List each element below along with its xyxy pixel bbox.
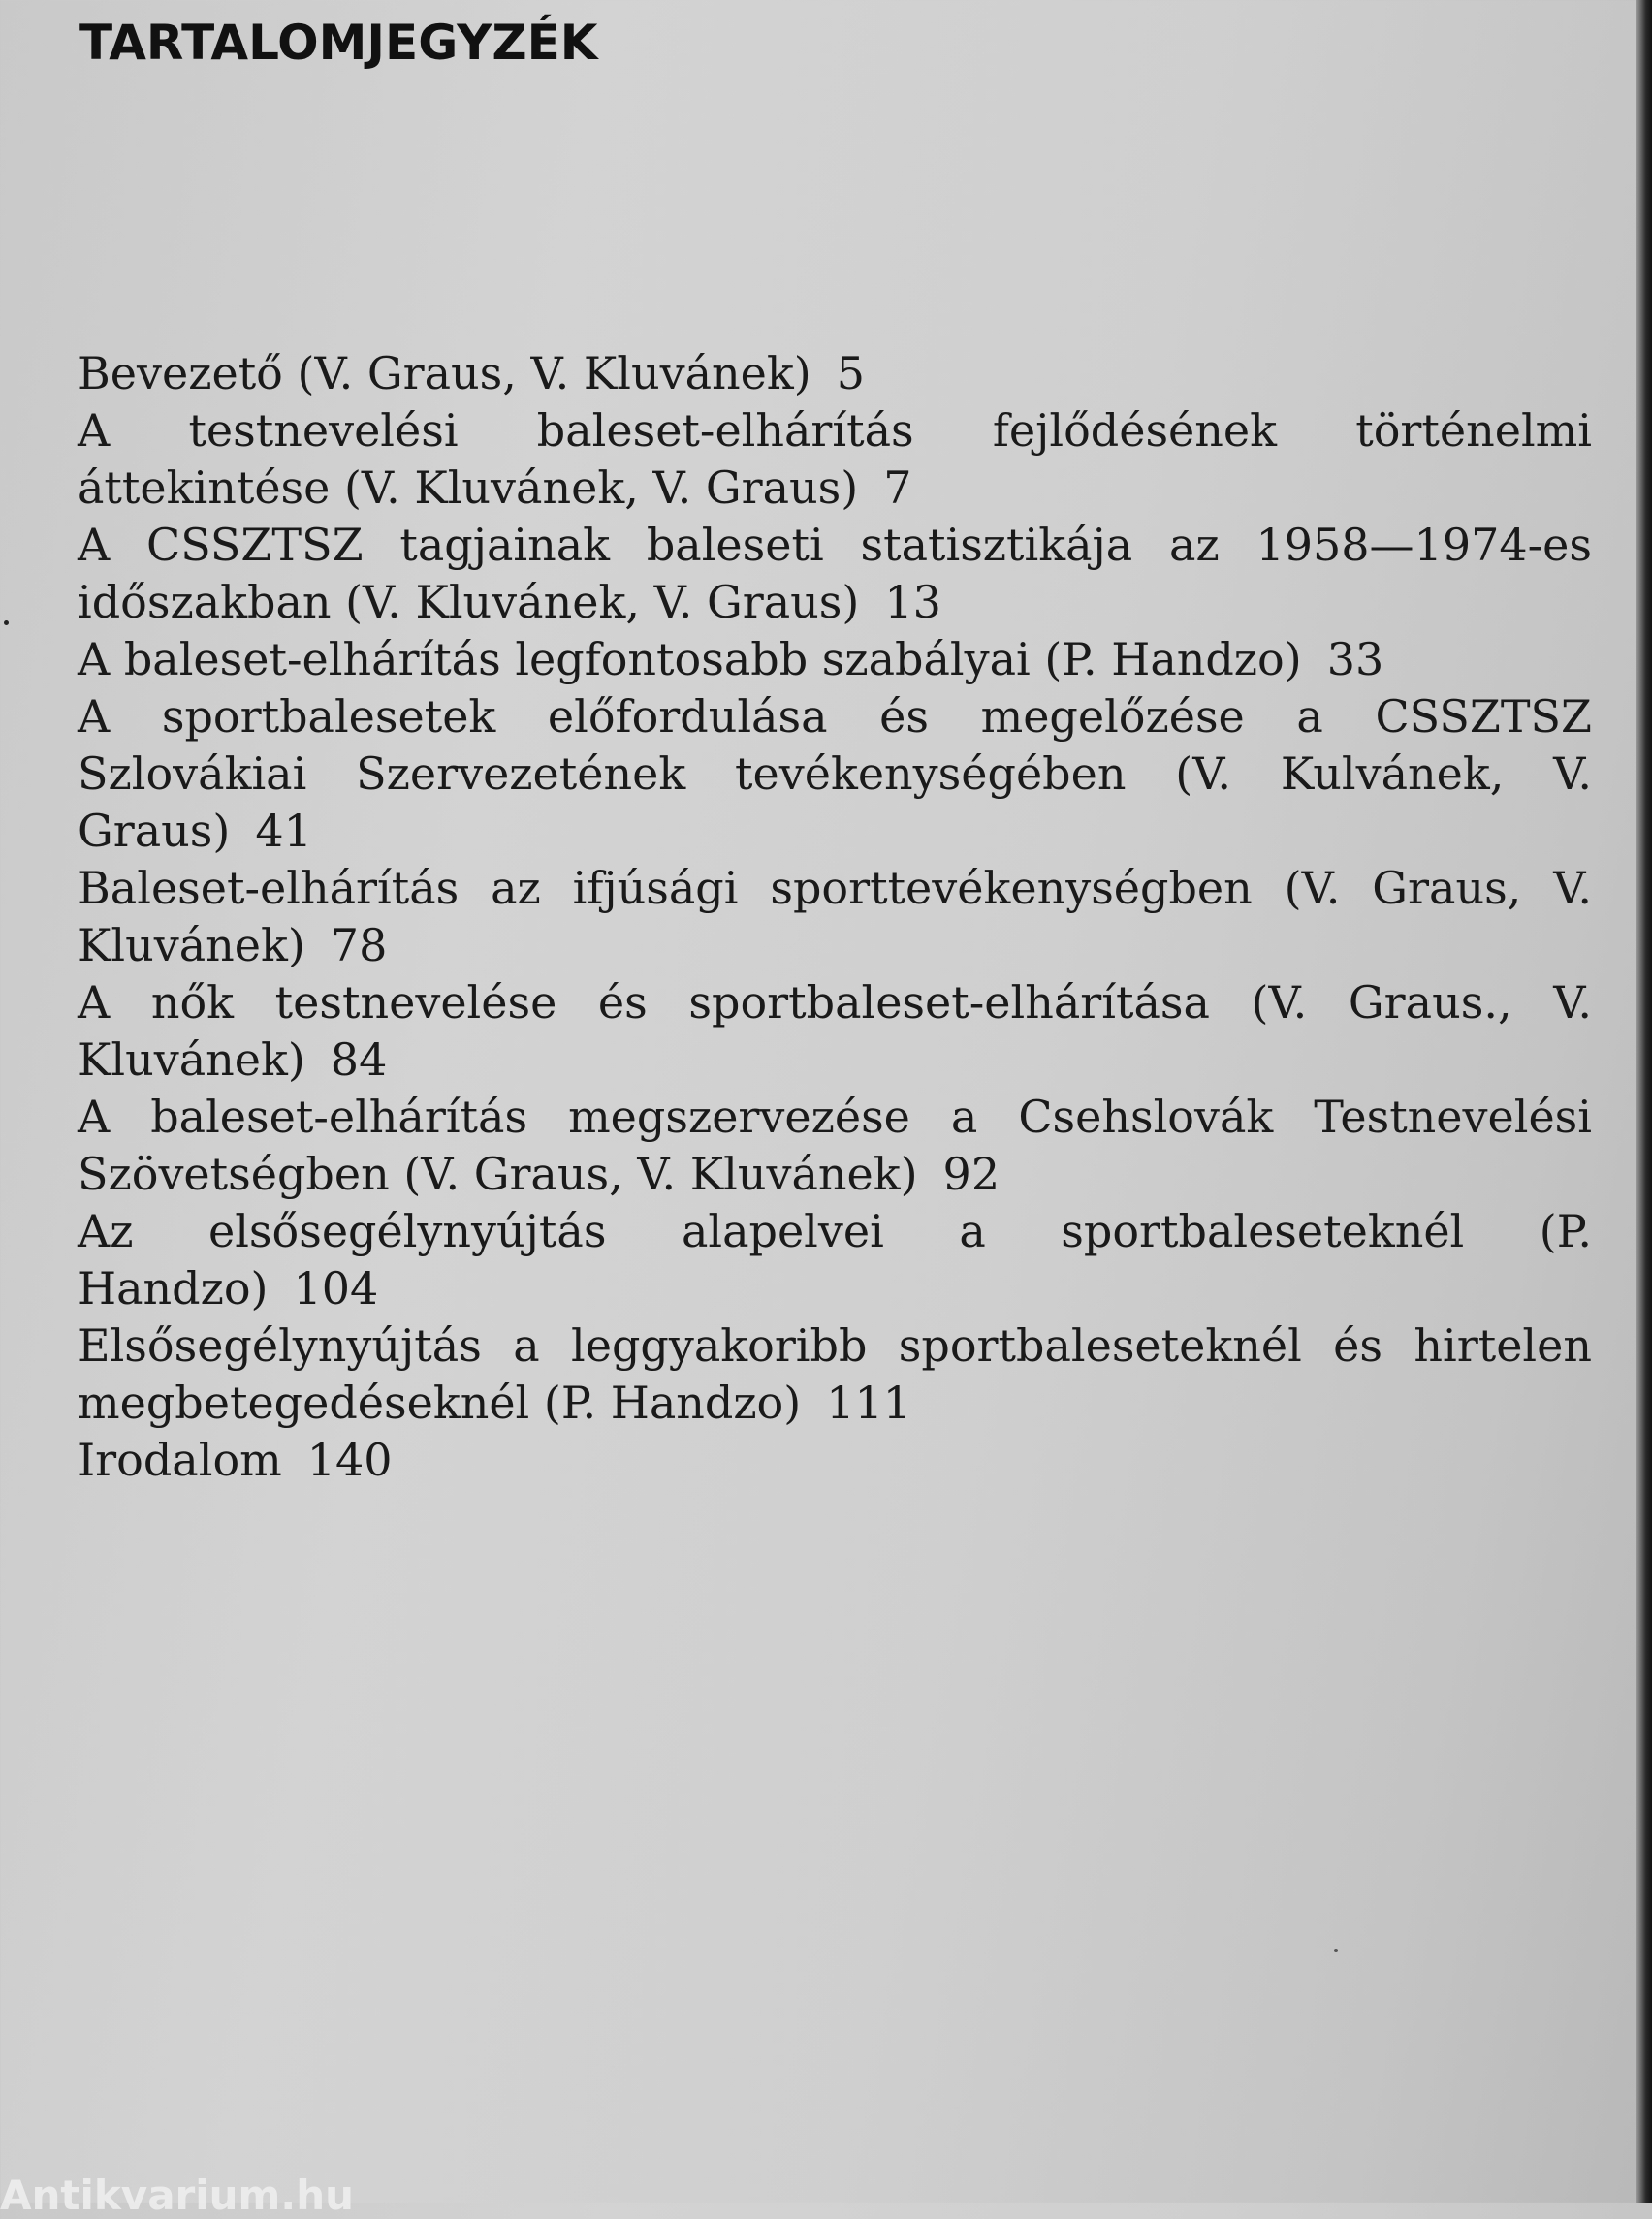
page-edge-shadow [1636,0,1652,2203]
toc-entry-title: A baleset-elhárítás megszervezése a Csehslovák Testnevelési Szövetségben (V. Graus, V. Kluvánek) [78,1091,1592,1200]
watermark: Antikvarium.hu [0,2171,355,2219]
toc-entry [78,1317,1592,1432]
toc-entry [78,1089,1592,1203]
toc-entry-title: Baleset-elhárítás az ifjúsági sporttevékenységben (V. Graus, V. Kluvánek) [78,862,1592,971]
toc-entry [78,631,1592,688]
toc-entry-page: 33 [1326,633,1384,685]
toc-entry-title: Az elsősegélynyújtás alapelvei a sportbaleseteknél (P. Handzo) [78,1205,1592,1315]
toc-entry-title: Bevezető (V. Graus, V. Kluvánek) [78,347,811,399]
toc-entry-page: 13 [884,576,941,628]
toc-entry [78,1432,1592,1489]
toc-entry [78,517,1592,631]
toc-entry-title: A sportbalesetek előfordulása és megelőzése a CSSZTSZ Szlovákiai Szervezetének tevékenységében (V. Kulvánek, V. Graus) [78,690,1592,857]
toc-entry-page: 5 [836,347,865,399]
toc-entry-page: 7 [883,461,912,514]
paper-speck [1334,1949,1338,1952]
toc-entry [78,345,1592,402]
toc-entry-page: 111 [826,1377,912,1429]
toc-entry-page: 140 [306,1434,393,1486]
toc-entry-page: 92 [942,1148,1001,1200]
toc-entry-page: 41 [255,805,312,857]
toc-entry [78,688,1592,860]
toc-entry-title: A testnevelési baleset-elhárítás fejlődésének történelmi áttekintése (V. Kluvánek, V. Graus) [78,404,1592,514]
page-title: TARTALOMJEGYZÉK [79,15,598,71]
toc-entry-title: Irodalom [78,1434,282,1486]
toc-entry [78,1203,1592,1317]
toc-entry-page: 78 [330,919,388,971]
toc-entry [78,402,1592,517]
toc-entry [78,974,1592,1089]
toc-entry-title: Elsősegélynyújtás a leggyakoribb sportbaleseteknél és hirtelen megbetegedéseknél (P. Handzo) [78,1319,1592,1429]
toc-entry [78,860,1592,974]
toc-entry-title: A baleset-elhárítás legfontosabb szabályai (P. Handzo) [78,633,1302,685]
toc-entry-title: A CSSZTSZ tagjainak baleseti statisztikája az 1958—1974-es időszakban (V. Kluvánek, V. Graus) [78,519,1592,628]
table-of-contents [78,345,1592,1489]
paper-speck [4,620,9,625]
toc-entry-page: 84 [330,1033,388,1086]
toc-entry-title: A nők testnevelése és sportbaleset-elhárítása (V. Graus., V. Kluvánek) [78,976,1592,1086]
toc-entry-page: 104 [293,1262,379,1315]
